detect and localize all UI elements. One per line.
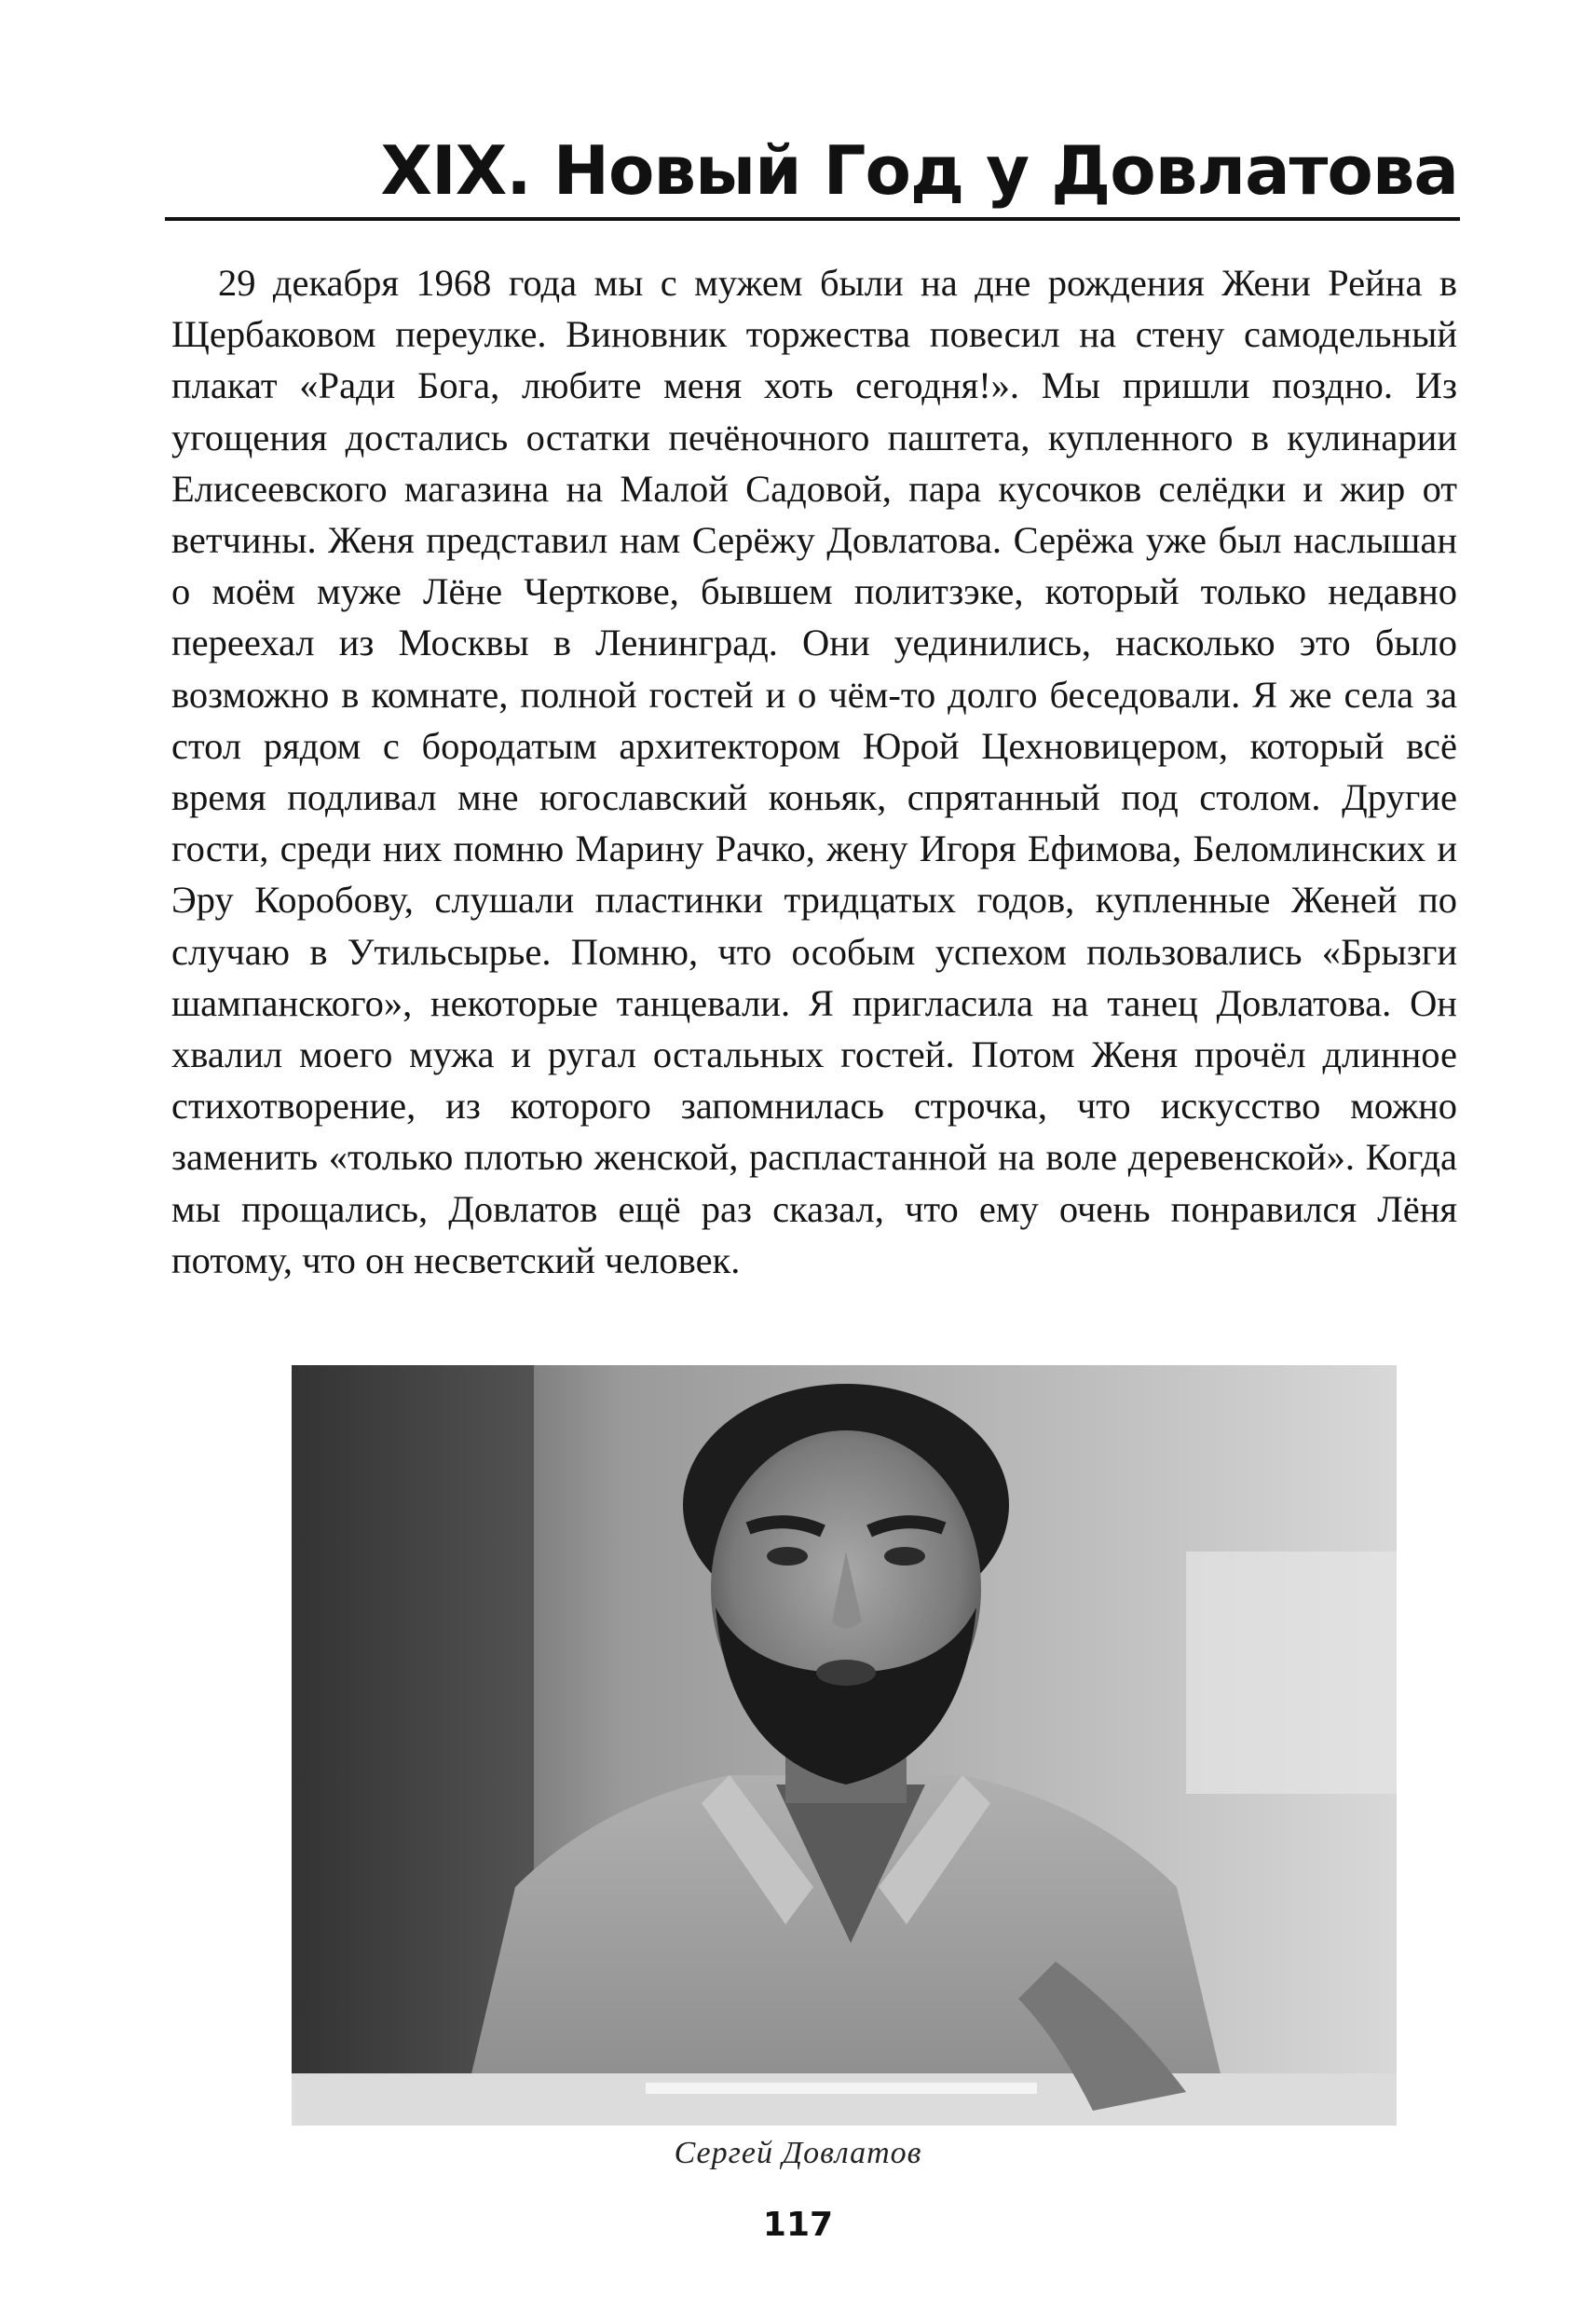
chapter-title: XIX. Новый Год у Довлатова [380, 131, 1458, 210]
photo-caption: Сергей Довлатов [674, 2136, 922, 2170]
title-underline [165, 217, 1460, 221]
body-paragraph: 29 декабря 1968 года мы с мужем были на дне рождения Жени Рейна в Щербаковом переулке. Виновник торжества повесил на стену самодельный плакат «Ради Бога, любите меня хоть сегодня!». Мы пришли поздно. Из угощения достались остатки печёночного паштета, купленного в кулинарии Елисеевского магазина на Малой Садовой, пара кусочков селёдки и жир от ветчины. Женя представил нам Серёжу Довлатова. Серёжа уже был наслышан о моём муже Лёне Черткове, бывшем политзэке, который только недавно переехал из Москвы в Ленинград. Они уединились, насколько это было возможно в комнате, полной гостей и о чём-то долго беседовали. Я же села за стол рядом с бородатым архитектором Юрой Цехновицером, который всё время подливал мне югославский коньяк, спрятанный под столом. Другие гости, среди них помню Марину Рачко, жену Игоря Ефимова, Беломлинских и Эру Коробову, слушали пластинки тридцатых годов, купленные Женей по случаю в Утильсырье. Помню, что особым успехом пользовались «Брызги шампанского», некоторые танцевали. Я пригласила на танец Довлатова. Он хвалил моего мужа и ругал остальных гостей. Потом Женя прочёл длинное стихотворение, из которого запомнилась строчка, что искусство можно заменить «только плотью женской, распластанной на воле деревенской». Когда мы прощались, Довлатов ещё раз сказал, что ему очень понравился Лёня потому, что он несветский человек. [171, 262, 1457, 1281]
page-number: 117 [762, 2206, 834, 2244]
portrait-photo [292, 1365, 1397, 2126]
